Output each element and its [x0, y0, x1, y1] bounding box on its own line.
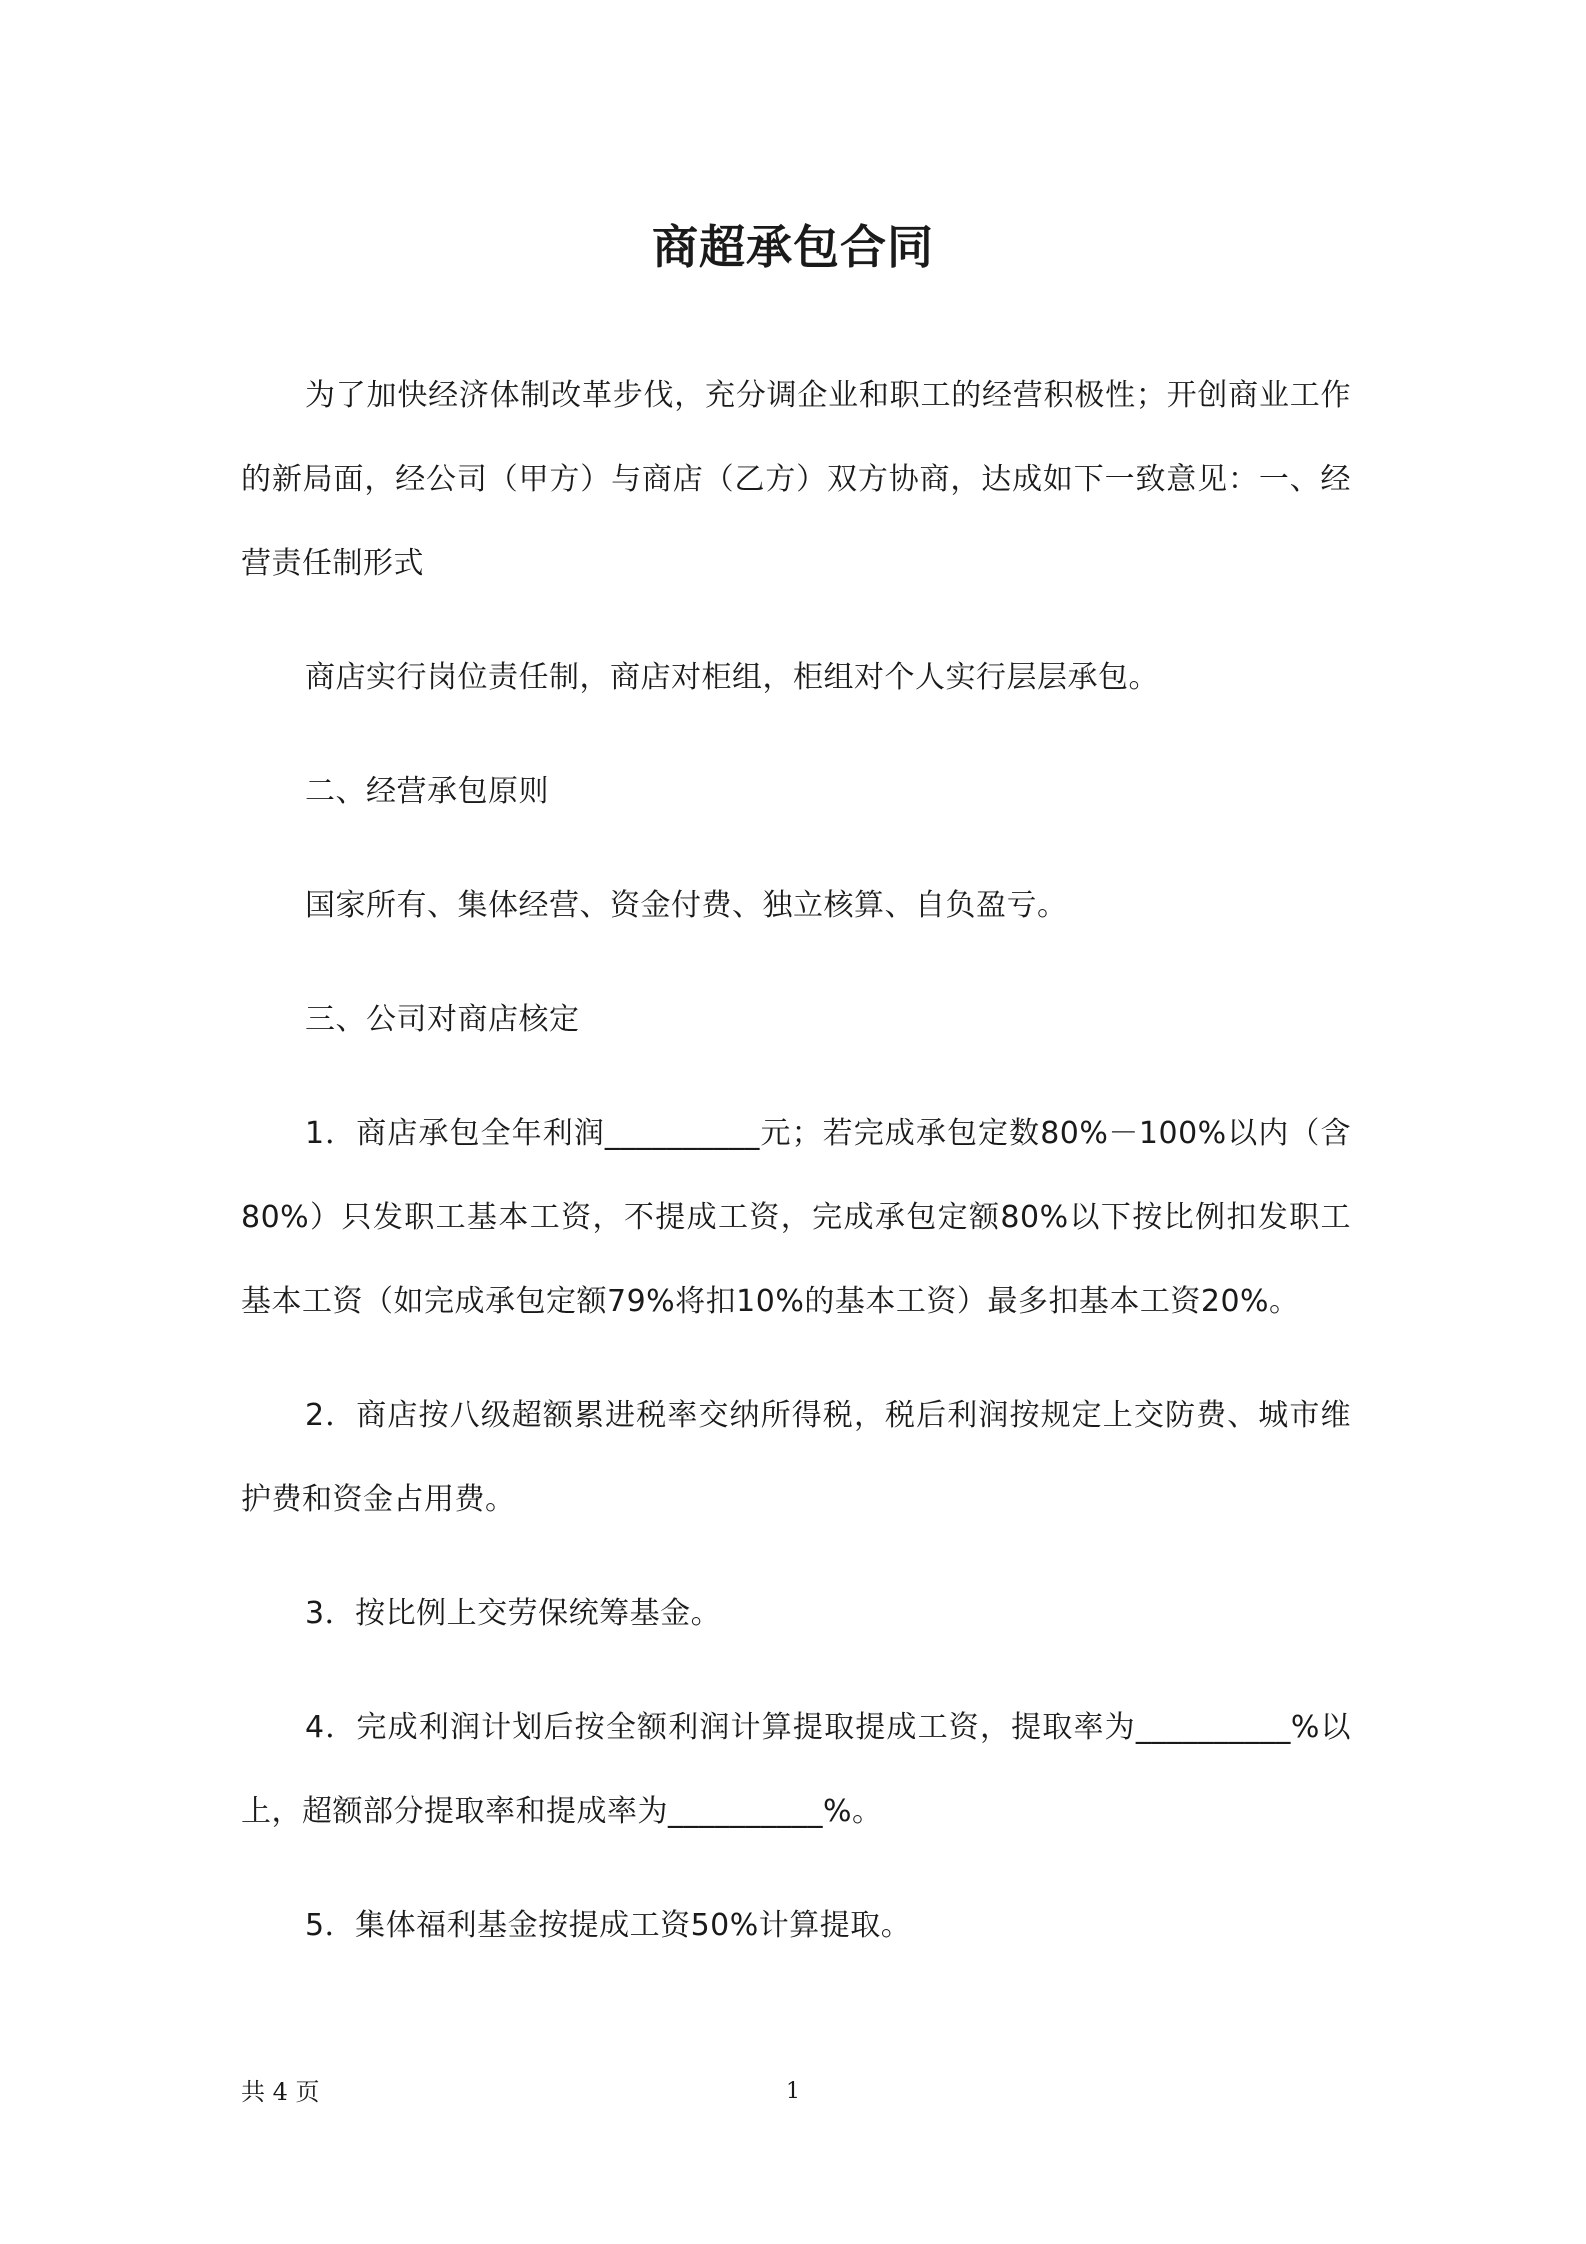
section-heading-2: 二、经营承包原则	[305, 774, 549, 809]
paragraph-intro: 为了加快经济体制改革步伐，充分调企业和职工的经营积极性；开创商业工作的新局面，经公司（甲方）与商店（乙方）双方协商，达成如下一致意见：一、经营责任制形式	[241, 378, 1351, 581]
section-heading-3: 三、公司对商店核定	[305, 1002, 580, 1037]
clause-3: 3．按比例上交劳保统筹基金。	[305, 1596, 722, 1631]
total-pages-label: 共 4 页	[241, 2078, 320, 2106]
clause-2: 2．商店按八级超额累进税率交纳所得税，税后利润按规定上交防费、城市维护费和资金占用费。	[241, 1398, 1351, 1517]
clause-5: 5．集体福利基金按提成工资50%计算提取。	[305, 1908, 912, 1943]
document-body	[241, 354, 1351, 1998]
document-title: 商超承包合同	[652, 220, 934, 274]
paragraph-principles: 国家所有、集体经营、资金付费、独立核算、自负盈亏。	[305, 888, 1068, 923]
clause-4: 4．完成利润计划后按全额利润计算提取提成工资，提取率为__________%以上，超额部分提取率和提成率为__________%。	[241, 1710, 1351, 1829]
paragraph-responsibility: 商店实行岗位责任制，商店对柜组，柜组对个人实行层层承包。	[305, 660, 1159, 695]
page-number: 1	[786, 2079, 800, 2104]
clause-1: 1．商店承包全年利润__________元；若完成承包定数80%－100%以内（含80%）只发职工基本工资，不提成工资，完成承包定额80%以下按比例扣发职工基本工资（如完成承包定额79%将扣10%的基本工资）最多扣基本工资20%。	[241, 1116, 1351, 1319]
